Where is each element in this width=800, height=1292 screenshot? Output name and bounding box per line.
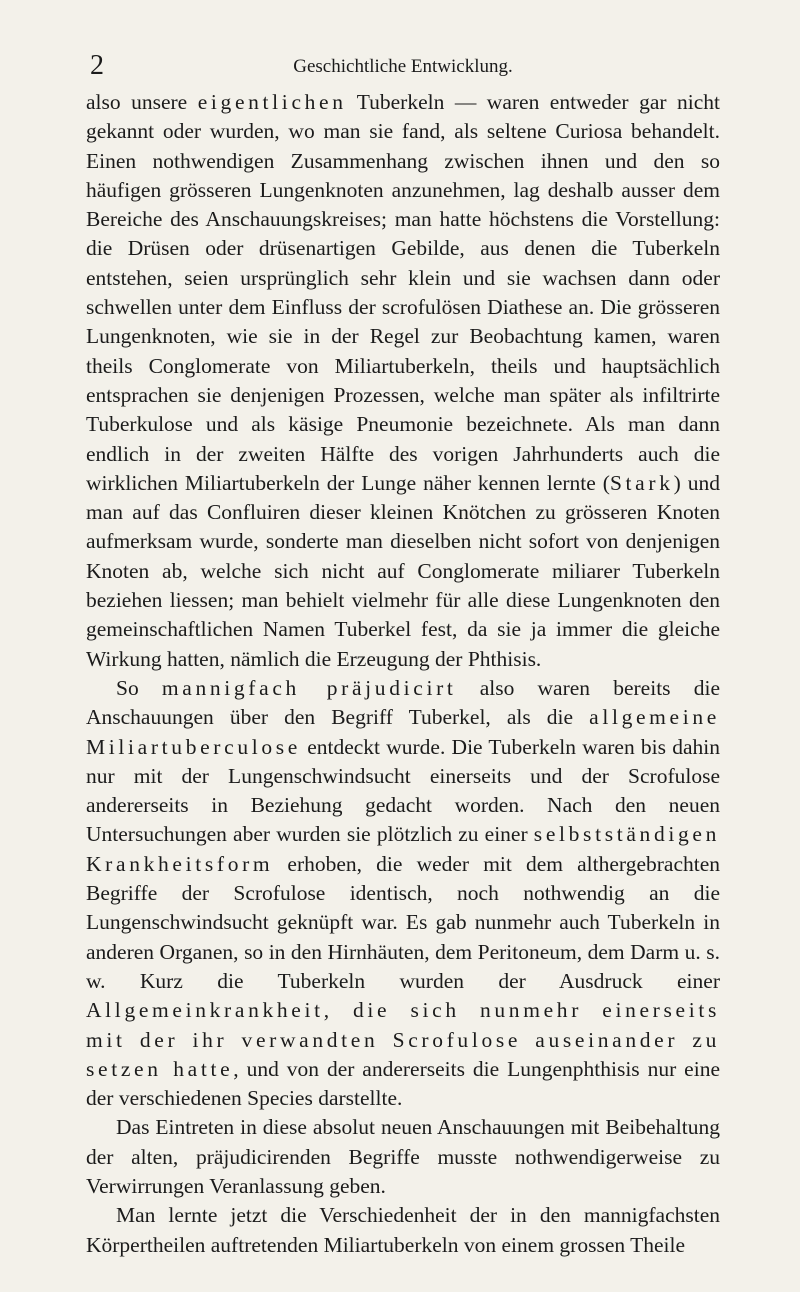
text-segment: Man lernte jetzt die Verschiedenheit der in den mannigfachsten Körpertheilen auftretenden Miliartuberkeln von einem grossen Theile bbox=[86, 1203, 720, 1257]
text-segment: entdeckt wurde. Die Tuberkeln waren bis dahin nur mit der Lungenschwindsucht einerseits und der Scrofulose andererseits in Beziehung gedacht worden. Nach den neuen Untersuchungen aber wurden sie plötzlich zu einer bbox=[86, 734, 720, 847]
body-text bbox=[86, 88, 720, 1260]
text-segment: erhoben, die weder mit dem althergebrachten Begriffe der Scrofulose identisch, noch nothwendig an die Lungenschwindsucht geknüpft war. Es gab nunmehr auch Tuberkeln in anderen Organen, so in den Hirnhäuten, dem Peritoneum, dem Darm u. s. w. Kurz die Tuberkeln wurden der Ausdruck einer bbox=[86, 851, 720, 993]
emphasized-text: allgemeine Miliartuberculose bbox=[86, 705, 720, 759]
text-segment: also waren bereits die Anschauungen über den Begriff Tuberkel, als die bbox=[86, 675, 720, 730]
text-segment: So bbox=[116, 675, 162, 700]
paragraph-1 bbox=[86, 88, 720, 674]
paragraph-3 bbox=[86, 1113, 720, 1201]
text-segment: Tuberkeln — waren entweder gar nicht gekannt oder wurden, wo man sie fand, als seltene Curiosa behandelt. Einen nothwendigen Zusammenhang zwischen ihnen und den so häufigen grösseren Lungenknoten anzunehmen, lag deshalb ausser dem Bereiche des Anschauungskreises; man hatte höchstens die Vorstellung: die Drüsen oder drüsenartigen Gebilde, aus denen die Tuberkeln entstehen, seien ursprünglich sehr klein und sie wachsen dann oder schwellen unter dem Einfluss der scrofulösen Diathese an. Die grösseren Lungenknoten, wie sie in der Regel zur Beobachtung kamen, waren theils Conglomerate von Miliartuberkeln, theils und hauptsächlich entsprachen sie denjenigen Prozessen, welche man später als infiltrirte Tuberkulose und als käsige Pneumonie bezeichnete. Als man dann endlich in der zweiten Hälfte des vorigen Jahrhunderts auch die wirklichen Miliartuberkeln der Lunge näher kennen lernte ( bbox=[86, 90, 720, 495]
emphasized-text: Stark bbox=[609, 470, 674, 495]
page-header bbox=[86, 52, 720, 82]
emphasized-text: mannigfach präjudicirt bbox=[161, 675, 457, 700]
text-segment: , und von der andererseits die Lungenphthisis nur eine der verschiedenen Species darstellte. bbox=[86, 1056, 720, 1111]
text-segment: Das Eintreten in diese absolut neuen Anschauungen mit Beibehaltung der alten, präjudicirenden Begriffe musste nothwendigerweise zu Verwirrungen Veranlassung geben. bbox=[86, 1115, 720, 1198]
running-title: Geschichtliche Entwicklung. bbox=[293, 56, 513, 77]
emphasized-text: eigentlichen bbox=[197, 90, 347, 114]
page-number: 2 bbox=[90, 50, 104, 81]
text-segment: ) und man auf das Confluiren dieser kleinen Knötchen zu grösseren Knoten aufmerksam wurde, sonderte man dieselben nicht sofort von denjenigen Knoten ab, welche sich nicht auf Conglomerate miliarer Tuberkeln beziehen liessen; man behielt vielmehr für alle diese Lungenknoten den gemeinschaftlichen Namen Tuberkel fest, da sie ja immer die gleiche Wirkung hatten, nämlich die Erzeugung der Phthisis. bbox=[86, 470, 720, 671]
emphasized-text: selbstständigen Krankheitsform bbox=[86, 822, 720, 876]
paragraph-2 bbox=[86, 674, 720, 1113]
emphasized-text: Allgemeinkrankheit, die sich nunmehr einerseits mit der ihr verwandten Scrofulose auseinander zu setzen hatte bbox=[86, 998, 720, 1081]
text-segment: also unsere bbox=[86, 90, 198, 114]
paragraph-4 bbox=[86, 1201, 720, 1260]
